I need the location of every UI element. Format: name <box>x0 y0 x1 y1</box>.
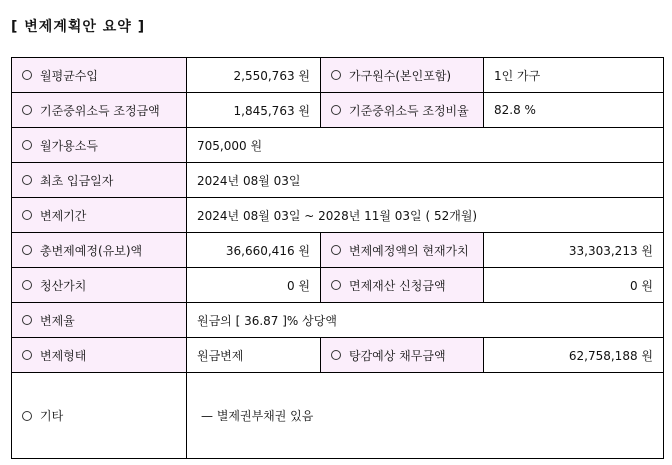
circle-bullet-icon <box>331 105 341 115</box>
circle-bullet-icon <box>22 175 32 185</box>
circle-bullet-icon <box>331 280 341 290</box>
value-exempt-property: 0 원 <box>484 268 664 303</box>
table-row <box>12 198 664 233</box>
label-monthly-income: 월평균수입 <box>12 58 187 93</box>
value-present-value: 33,303,213 원 <box>484 233 664 268</box>
circle-bullet-icon <box>22 280 32 290</box>
value-total-scheduled-repayment: 36,660,416 원 <box>187 233 321 268</box>
value-repayment-type: 원금변제 <box>187 338 321 373</box>
label-first-payment-date: 최초 입금일자 <box>12 163 187 198</box>
value-liquidation-value: 0 원 <box>187 268 321 303</box>
circle-bullet-icon <box>22 140 32 150</box>
circle-bullet-icon <box>331 350 341 360</box>
circle-bullet-icon <box>22 350 32 360</box>
label-repayment-type: 변제형태 <box>12 338 187 373</box>
label-liquidation-value: 청산가치 <box>12 268 187 303</box>
table-row <box>12 233 664 268</box>
value-median-income-adjusted: 1,845,763 원 <box>187 93 321 128</box>
value-repayment-period: 2024년 08월 03일 ~ 2028년 11월 03일 ( 52개월) <box>187 198 664 233</box>
table-row <box>12 338 664 373</box>
table-row <box>12 303 664 338</box>
circle-bullet-icon <box>22 105 32 115</box>
circle-bullet-icon <box>22 70 32 80</box>
table-row <box>12 163 664 198</box>
label-present-value: 변제예정액의 현재가치 <box>321 233 484 268</box>
label-repayment-period: 변제기간 <box>12 198 187 233</box>
label-household-size: 가구원수(본인포함) <box>321 58 484 93</box>
label-other: 기타 <box>12 373 187 459</box>
value-first-payment-date: 2024년 08월 03일 <box>187 163 664 198</box>
table-row <box>12 93 664 128</box>
value-repayment-rate: 원금의 [ 36.87 ]% 상당액 <box>187 303 664 338</box>
label-repayment-rate: 변제율 <box>12 303 187 338</box>
circle-bullet-icon <box>22 315 32 325</box>
label-median-income-ratio: 기준중위소득 조정비율 <box>321 93 484 128</box>
circle-bullet-icon <box>22 210 32 220</box>
label-exempt-property: 면제재산 신청금액 <box>321 268 484 303</box>
table-row <box>12 58 664 93</box>
label-total-scheduled-repayment: 총변제예정(유보)액 <box>12 233 187 268</box>
value-other: — 별제권부채권 있음 <box>187 373 664 459</box>
repayment-summary-table <box>11 57 664 459</box>
table-row <box>12 268 664 303</box>
label-median-income-adjusted: 기준중위소득 조정금액 <box>12 93 187 128</box>
value-monthly-income: 2,550,763 원 <box>187 58 321 93</box>
value-expected-discharge: 62,758,188 원 <box>484 338 664 373</box>
table-row <box>12 128 664 163</box>
circle-bullet-icon <box>331 70 341 80</box>
table-row <box>12 373 664 459</box>
label-disposable-income: 월가용소득 <box>12 128 187 163</box>
label-expected-discharge: 탕감예상 채무금액 <box>321 338 484 373</box>
circle-bullet-icon <box>22 245 32 255</box>
circle-bullet-icon <box>22 411 32 421</box>
value-household-size: 1인 가구 <box>484 58 664 93</box>
value-median-income-ratio: 82.8 % <box>484 93 664 128</box>
circle-bullet-icon <box>331 245 341 255</box>
value-disposable-income: 705,000 원 <box>187 128 664 163</box>
page-title: [ 변제계획안 요약 ] <box>11 19 146 35</box>
